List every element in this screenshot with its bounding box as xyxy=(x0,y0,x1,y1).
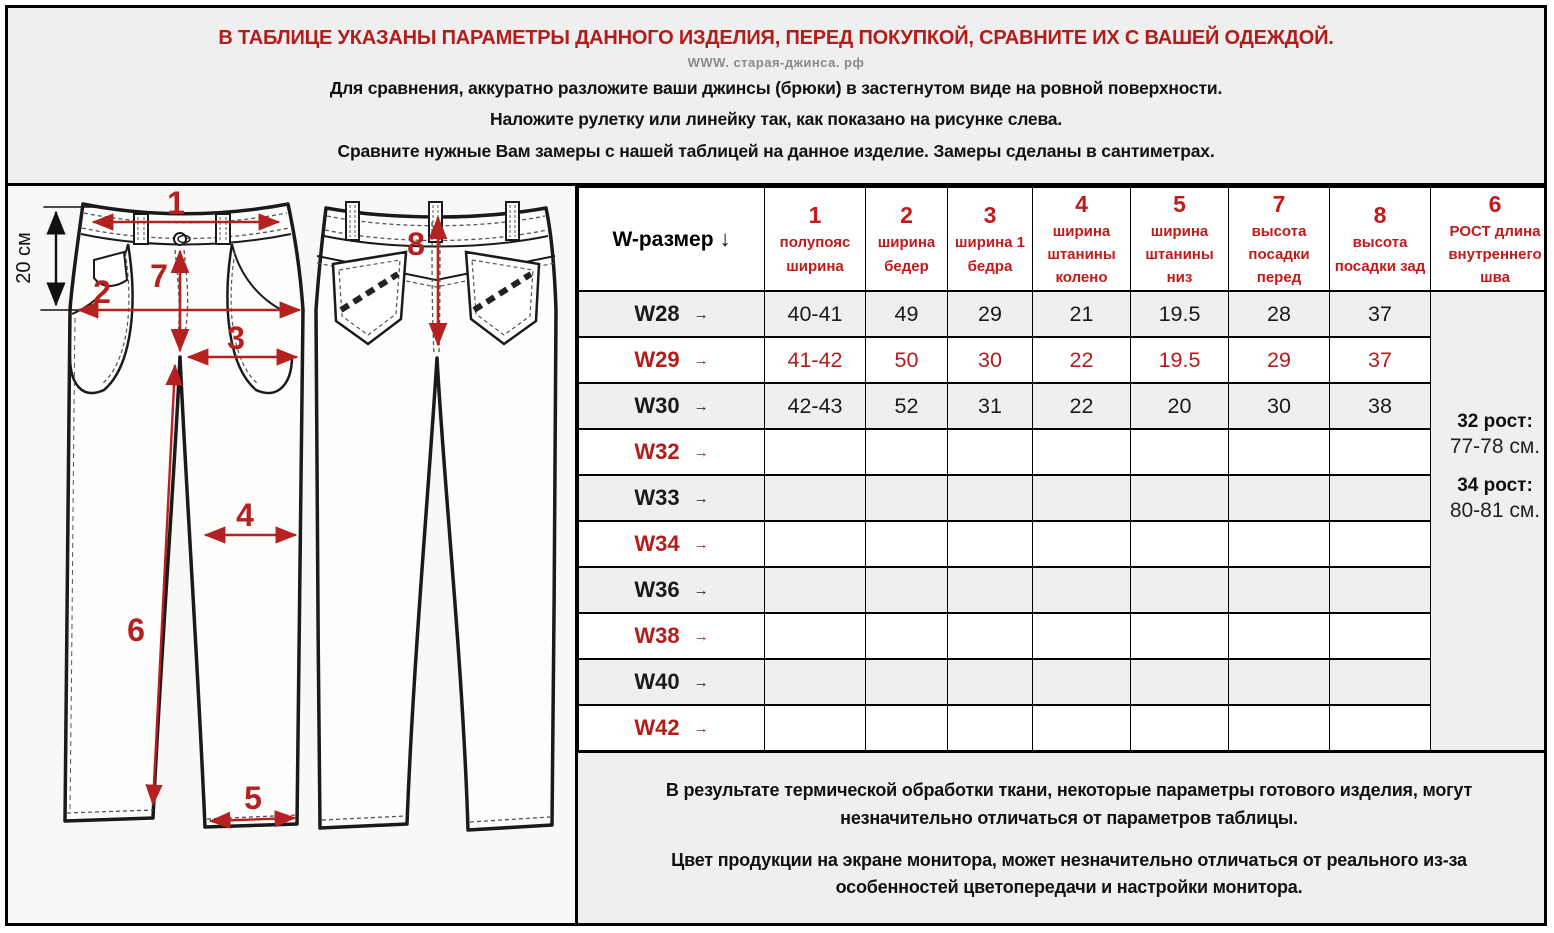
column-header-8: 8 высота посадки зад xyxy=(1330,187,1431,291)
table-header-row xyxy=(579,187,1548,291)
note-color: Цвет продукции на экране монитора, может незначительно отличаться от реального из-за особенностей цветопередачи и настройки монитора. xyxy=(671,849,1467,898)
column-header-7: 7 высота посадки перед xyxy=(1229,187,1330,291)
table-row-w29 xyxy=(579,337,1548,383)
size-label-w28 xyxy=(579,291,765,337)
table-row-w36 xyxy=(579,567,1548,613)
right-arrow-icon: → xyxy=(693,582,709,599)
site-url: WWW. старая-джинса. рф xyxy=(687,54,865,70)
size-text: W28 xyxy=(634,301,680,326)
value-cell xyxy=(1229,521,1330,567)
value-cell: 28 xyxy=(1229,291,1330,337)
value-cell xyxy=(1330,521,1431,567)
right-arrow-icon: → xyxy=(693,674,709,691)
value-cell: 19.5 xyxy=(1131,337,1229,383)
size-label-w33 xyxy=(579,475,765,521)
value-cell xyxy=(948,429,1033,475)
size-label-w38 xyxy=(579,613,765,659)
column-header-size xyxy=(579,187,765,291)
value-cell: 40-41 xyxy=(765,291,866,337)
value-cell xyxy=(1131,567,1229,613)
value-cell: 29 xyxy=(1229,337,1330,383)
value-cell xyxy=(1131,613,1229,659)
note-shrinkage: В результате термической обработки ткани, некоторые параметры готового изделия, могут незначительно отличаться от параметров таблицы. xyxy=(665,779,1473,828)
size-text: W38 xyxy=(634,623,680,648)
size-text: W40 xyxy=(634,669,680,694)
value-cell xyxy=(1033,429,1131,475)
value-cell xyxy=(1229,705,1330,751)
value-cell xyxy=(1330,613,1431,659)
marker-3-thigh: 3 xyxy=(227,320,245,356)
value-cell xyxy=(1229,613,1330,659)
right-arrow-icon: → xyxy=(693,720,709,737)
value-cell xyxy=(765,429,866,475)
table-row-w38 xyxy=(579,613,1548,659)
value-cell: 49 xyxy=(866,291,948,337)
size-label-w40 xyxy=(579,659,765,705)
table-row-w34 xyxy=(579,521,1548,567)
size-text: W32 xyxy=(634,439,680,464)
value-cell: 42-43 xyxy=(765,383,866,429)
footer-notes xyxy=(578,752,1547,926)
value-cell xyxy=(1131,521,1229,567)
table-panel xyxy=(578,186,1547,926)
size-label-w32 xyxy=(579,429,765,475)
value-cell xyxy=(1229,567,1330,613)
value-cell xyxy=(866,567,948,613)
value-cell: 37 xyxy=(1330,291,1431,337)
jeans-diagram-panel xyxy=(8,186,578,926)
column-header-1: 1 полупояс ширина xyxy=(765,187,866,291)
table-row-w32 xyxy=(579,429,1548,475)
value-cell xyxy=(1033,659,1131,705)
instruction-line-1: Для сравнения, аккуратно разложите ваши джинсы (брюки) в застегнутом виде на ровной поверхности. xyxy=(329,77,1223,98)
size-label-w42 xyxy=(579,705,765,751)
value-cell: 30 xyxy=(1229,383,1330,429)
size-text: W30 xyxy=(634,393,680,418)
value-cell xyxy=(1330,475,1431,521)
right-arrow-icon: → xyxy=(693,536,709,553)
table-row-w28 xyxy=(579,291,1548,337)
rost-note-line2_bold: 34 рост: xyxy=(1457,474,1533,496)
value-cell: 41-42 xyxy=(765,337,866,383)
rost-merged-cell xyxy=(1431,291,1548,751)
value-cell xyxy=(948,521,1033,567)
size-label-w34 xyxy=(579,521,765,567)
size-text: W42 xyxy=(634,715,680,740)
value-cell: 22 xyxy=(1033,383,1131,429)
value-cell xyxy=(1330,567,1431,613)
value-cell xyxy=(1131,659,1229,705)
right-arrow-icon: → xyxy=(693,490,709,507)
value-cell xyxy=(1033,613,1131,659)
size-chart-page xyxy=(5,5,1547,926)
value-cell xyxy=(1229,475,1330,521)
value-cell: 50 xyxy=(866,337,948,383)
size-label-w36 xyxy=(579,567,765,613)
value-cell: 30 xyxy=(948,337,1033,383)
value-cell: 19.5 xyxy=(1131,291,1229,337)
value-cell: 22 xyxy=(1033,337,1131,383)
right-arrow-icon: → xyxy=(693,352,709,369)
size-label-w29 xyxy=(579,337,765,383)
value-cell: 37 xyxy=(1330,337,1431,383)
ruler-20cm-label: 20 см xyxy=(13,232,35,284)
size-header-label: W-размер xyxy=(612,228,714,251)
value-cell xyxy=(1131,429,1229,475)
instruction-line-2: Наложите рулетку или линейку так, как показано на рисунке слева. xyxy=(490,109,1062,130)
value-cell xyxy=(866,613,948,659)
value-cell xyxy=(1330,659,1431,705)
value-cell xyxy=(866,521,948,567)
right-arrow-icon: → xyxy=(693,628,709,645)
right-arrow-icon: → xyxy=(693,306,709,323)
value-cell xyxy=(866,659,948,705)
size-text: W29 xyxy=(634,347,680,372)
value-cell: 38 xyxy=(1330,383,1431,429)
table-row-w42 xyxy=(579,705,1548,751)
value-cell xyxy=(866,475,948,521)
value-cell xyxy=(765,705,866,751)
table-row-w40 xyxy=(579,659,1548,705)
value-cell: 52 xyxy=(866,383,948,429)
down-arrow-icon: ↓ xyxy=(719,226,731,251)
size-text: W34 xyxy=(634,531,680,556)
value-cell xyxy=(948,659,1033,705)
value-cell xyxy=(866,705,948,751)
value-cell xyxy=(866,429,948,475)
value-cell xyxy=(765,475,866,521)
size-label-w30 xyxy=(579,383,765,429)
value-cell xyxy=(1033,475,1131,521)
value-cell xyxy=(1229,659,1330,705)
jeans-back-view xyxy=(316,202,556,830)
value-cell xyxy=(1033,705,1131,751)
table-row-w33 xyxy=(579,475,1548,521)
marker-8-back-rise: 8 xyxy=(407,226,425,262)
marker-6-inseam: 6 xyxy=(127,612,145,648)
value-cell xyxy=(1330,429,1431,475)
right-arrow-icon: → xyxy=(693,398,709,415)
marker-4-knee: 4 xyxy=(236,497,254,533)
value-cell: 20 xyxy=(1131,383,1229,429)
value-cell xyxy=(1033,567,1131,613)
value-cell: 31 xyxy=(948,383,1033,429)
rost-note-line1_bold: 32 рост: xyxy=(1457,410,1533,432)
table-row-w30 xyxy=(579,383,1548,429)
value-cell: 29 xyxy=(948,291,1033,337)
rost-note-line1: 77-78 см. xyxy=(1449,434,1541,458)
value-cell xyxy=(948,567,1033,613)
value-cell xyxy=(1131,475,1229,521)
value-cell xyxy=(948,475,1033,521)
value-cell xyxy=(765,613,866,659)
jeans-measurement-diagram xyxy=(8,186,575,923)
column-header-6-rost: 6 РОСТ длина внутреннего шва xyxy=(1431,187,1548,291)
right-arrow-icon: → xyxy=(693,444,709,461)
value-cell xyxy=(948,705,1033,751)
header xyxy=(8,8,1544,186)
column-header-4: 4 ширина штанины колено xyxy=(1033,187,1131,291)
page-title: В ТАБЛИЦЕ УКАЗАНЫ ПАРАМЕТРЫ ДАННОГО ИЗДЕЛИЯ, ПЕРЕД ПОКУПКОЙ, СРАВНИТЕ ИХ С ВАШЕЙ ОДЕЖДОЙ. xyxy=(218,26,1334,49)
value-cell xyxy=(1033,521,1131,567)
value-cell xyxy=(765,521,866,567)
value-cell xyxy=(765,567,866,613)
value-cell xyxy=(948,613,1033,659)
instruction-line-3: Сравните нужные Вам замеры с нашей таблицей на данное изделие. Замеры сделаны в сантиметрах. xyxy=(337,140,1215,161)
size-text: W36 xyxy=(634,577,680,602)
size-table-body xyxy=(579,291,1548,751)
marker-7-front-rise: 7 xyxy=(150,258,168,294)
value-cell xyxy=(1131,705,1229,751)
value-cell xyxy=(1330,705,1431,751)
marker-2-hips: 2 xyxy=(93,274,111,310)
marker-5-hem: 5 xyxy=(244,780,262,816)
size-text: W33 xyxy=(634,485,680,510)
rost-note-line2: 80-81 см. xyxy=(1449,498,1541,522)
value-cell: 21 xyxy=(1033,291,1131,337)
value-cell xyxy=(1229,429,1330,475)
column-header-2: 2 ширина бедер xyxy=(866,187,948,291)
value-cell xyxy=(765,659,866,705)
marker-1-waist: 1 xyxy=(167,186,185,221)
column-header-5: 5 ширина штанины низ xyxy=(1131,187,1229,291)
column-header-3: 3 ширина 1 бедра xyxy=(948,187,1033,291)
size-table xyxy=(578,186,1547,752)
